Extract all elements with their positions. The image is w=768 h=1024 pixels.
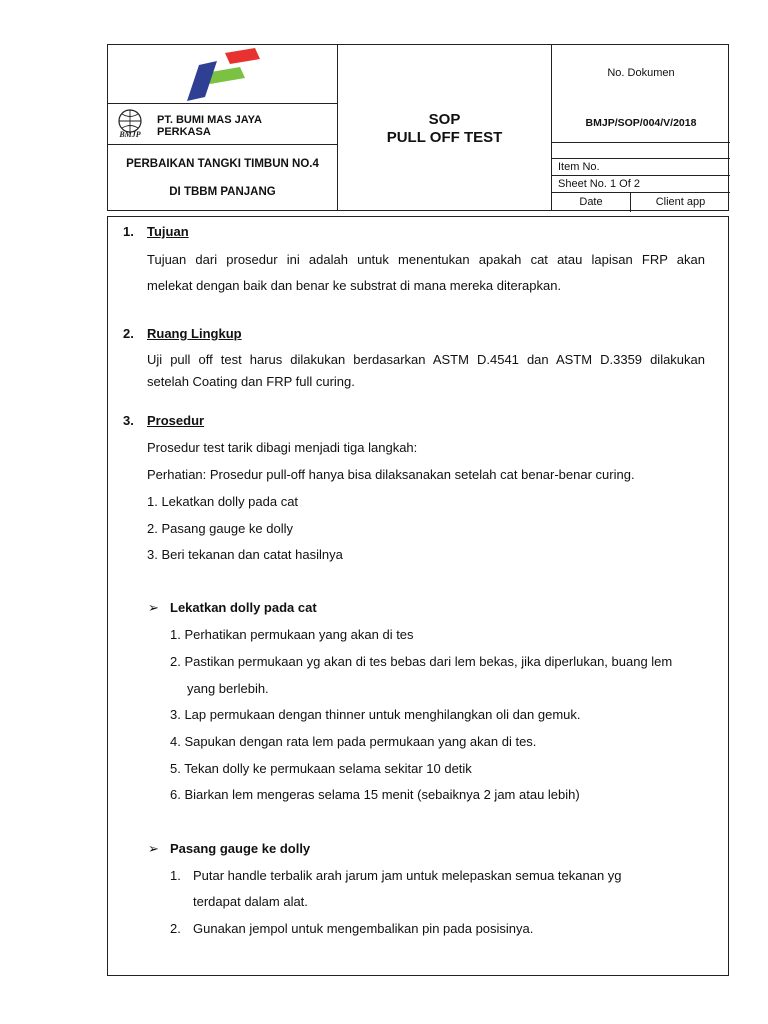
- section-2-text-line-2: setelah Coating dan FRP full curing.: [147, 374, 355, 389]
- section-1-heading: Tujuan: [147, 224, 189, 239]
- dolly-item: 4. Sapukan dengan rata lem pada permukaan yang akan di tes.: [170, 734, 537, 749]
- document-title: [338, 45, 551, 212]
- pertamina-logo-cell: [108, 45, 337, 103]
- section-3-note: Perhatian: Prosedur pull-off hanya bisa dilaksanakan setelah cat benar-benar curing.: [147, 467, 635, 482]
- title-line-2: PULL OFF TEST: [386, 128, 503, 146]
- arrow-bullet-icon: ➢: [148, 600, 159, 615]
- project-cell: [108, 144, 337, 212]
- date-label: Date: [579, 196, 603, 208]
- section-1-text-line-2: melekat dengan baik dan benar ke substrat di mana mereka diterapkan.: [147, 278, 562, 293]
- dolly-item: 2. Pastikan permukaan yg akan di tes bebas dari lem bekas, jika diperlukan, buang lem: [170, 654, 673, 669]
- gauge-item-continuation: terdapat dalam alat.: [193, 894, 308, 909]
- company-logo-icon: [114, 107, 148, 139]
- client-app-label: Client app: [655, 196, 706, 208]
- sheet-no-label: Sheet No. 1 Of 2: [558, 177, 640, 190]
- svg-text:BMJP: BMJP: [119, 130, 141, 139]
- gauge-item-number: 2.: [170, 921, 181, 936]
- doc-no-value: BMJP/SOP/004/V/2018: [585, 117, 697, 129]
- pertamina-logo-icon: [108, 45, 337, 103]
- gauge-heading: Pasang gauge ke dolly: [170, 841, 311, 856]
- company-name: PT. BUMI MAS JAYA PERKASA: [157, 114, 262, 138]
- title-line-1: SOP: [428, 110, 461, 128]
- section-2-text-line-1: Uji pull off test harus dilakukan berdasarkan ASTM D.4541 dan ASTM D.3359 dilakukan: [147, 352, 705, 367]
- section-3-heading: Prosedur: [147, 413, 205, 428]
- section-1-text-line-1: Tujuan dari prosedur ini adalah untuk menentukan apakah cat atau lapisan FRP akan: [147, 252, 705, 267]
- section-3-step: 2. Pasang gauge ke dolly: [147, 521, 293, 536]
- section-3-number: 3.: [123, 413, 134, 428]
- arrow-bullet-icon: ➢: [148, 841, 159, 856]
- section-1-number: 1.: [123, 224, 134, 239]
- gauge-item-text: Gunakan jempol untuk mengembalikan pin pada posisinya.: [193, 921, 534, 936]
- dolly-item: 3. Lap permukaan dengan thinner untuk menghilangkan oli dan gemuk.: [170, 707, 581, 722]
- section-3-step: 1. Lekatkan dolly pada cat: [147, 494, 299, 509]
- gauge-item-number: 1.: [170, 868, 181, 883]
- doc-no-label: No. Dokumen: [607, 67, 675, 79]
- dolly-heading: Lekatkan dolly pada cat: [170, 600, 317, 615]
- section-3-intro: Prosedur test tarik dibagi menjadi tiga langkah:: [147, 440, 418, 455]
- section-2-heading: Ruang Lingkup: [147, 326, 242, 341]
- company-cell: [108, 103, 337, 144]
- dolly-item-continuation: yang berlebih.: [187, 681, 269, 696]
- section-3-step: 3. Beri tekanan dan catat hasilnya: [147, 547, 343, 562]
- dolly-item: 5. Tekan dolly ke permukaan selama sekitar 10 detik: [170, 761, 472, 776]
- project-line-2: DI TBBM PANJANG: [169, 186, 276, 198]
- section-2-number: 2.: [123, 326, 134, 341]
- item-no-label: Item No.: [558, 160, 600, 173]
- document-header: [107, 44, 729, 211]
- dolly-item: 6. Biarkan lem mengeras selama 15 menit (sebaiknya 2 jam atau lebih): [170, 787, 580, 802]
- project-line-1: PERBAIKAN TANGKI TIMBUN NO.4: [126, 158, 319, 170]
- gauge-item-text: Putar handle terbalik arah jarum jam untuk melepaskan semua tekanan yg: [193, 868, 622, 883]
- dolly-item: 1. Perhatikan permukaan yang akan di tes: [170, 627, 414, 642]
